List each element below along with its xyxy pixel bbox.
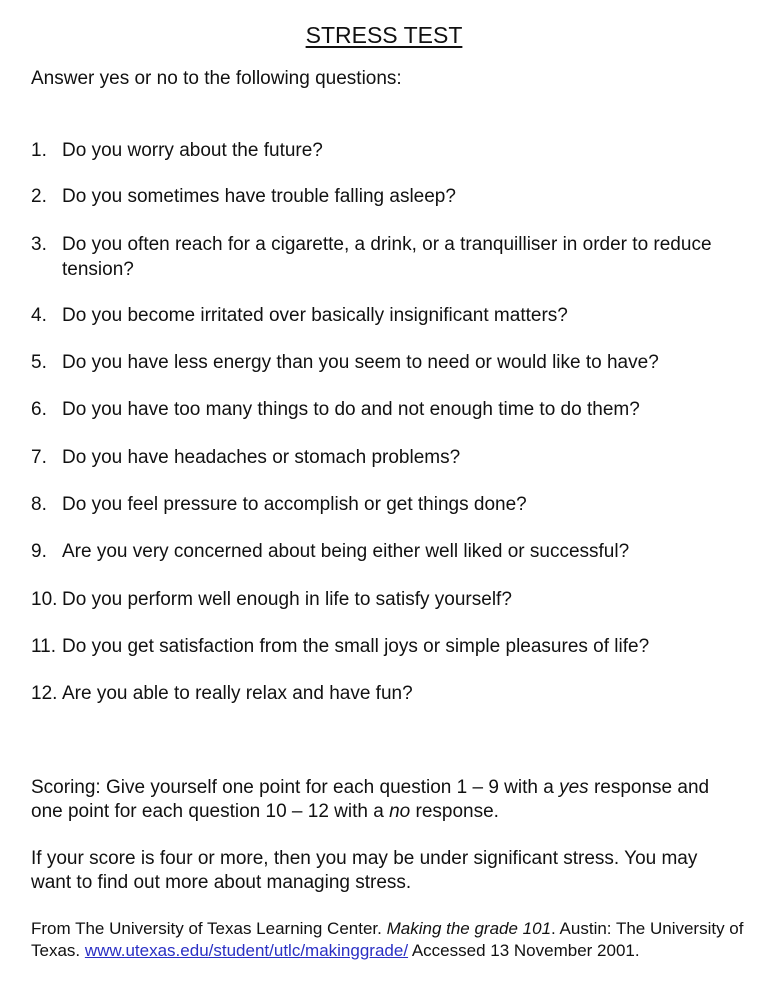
question-item xyxy=(31,138,731,163)
question-item xyxy=(31,350,731,375)
question-text: Do you become irritated over basically insignificant matters? xyxy=(62,305,568,326)
scoring-instructions xyxy=(31,776,741,824)
scoring-no-emphasis: no xyxy=(389,801,411,822)
page-title xyxy=(0,20,768,50)
source-link[interactable]: www.utexas.edu/student/utlc/makinggrade/ xyxy=(84,941,409,960)
question-number: 12. xyxy=(31,683,58,704)
citation-book-title: Making the grade 101 xyxy=(386,919,552,938)
question-number: 7. xyxy=(31,447,47,468)
question-item xyxy=(31,303,731,328)
question-text: Do you worry about the future? xyxy=(62,140,323,161)
scoring-yes-emphasis: yes xyxy=(559,777,589,798)
question-number: 9. xyxy=(31,541,47,562)
question-item xyxy=(31,492,731,517)
question-number: 3. xyxy=(31,234,47,255)
question-item xyxy=(31,539,731,564)
question-text: Do you sometimes have trouble falling asleep? xyxy=(62,186,456,207)
question-item xyxy=(31,232,731,282)
question-text: Do you perform well enough in life to satisfy yourself? xyxy=(62,589,512,610)
question-text: Are you able to really relax and have fun? xyxy=(62,683,413,704)
question-text: Do you feel pressure to accomplish or get things done? xyxy=(62,494,527,515)
question-number: 11. xyxy=(31,636,57,657)
question-text: Are you very concerned about being either well liked or successful? xyxy=(62,541,630,562)
score-interpretation: If your score is four or more, then you may be under significant stress. You may want to find out more about managing stress. xyxy=(31,848,698,893)
question-item xyxy=(31,681,731,706)
question-number: 1. xyxy=(31,140,47,161)
scoring-text: response and one point for each question 10 – 12 with a xyxy=(31,777,710,822)
question-number: 2. xyxy=(31,186,47,207)
title-text: STRESS TEST xyxy=(305,22,463,48)
question-number: 6. xyxy=(31,399,47,420)
question-text: Do you get satisfaction from the small joys or simple pleasures of life? xyxy=(62,636,650,657)
question-number: 5. xyxy=(31,352,47,373)
citation-text: . Austin: The University of Texas. xyxy=(31,919,744,960)
question-text: Do you have less energy than you seem to need or would like to have? xyxy=(62,352,659,373)
scoring-text: response. xyxy=(410,801,499,822)
question-text: Do you have too many things to do and not enough time to do them? xyxy=(62,399,640,420)
question-item xyxy=(31,397,731,422)
citation-text: From The University of Texas Learning Center. xyxy=(31,919,387,938)
question-number: 10. xyxy=(31,589,58,610)
question-item xyxy=(31,634,731,659)
citation-text: Accessed 13 November 2001. xyxy=(408,941,640,960)
source-citation xyxy=(31,918,751,962)
instructions: Answer yes or no to the following questions: xyxy=(31,68,402,89)
question-number: 8. xyxy=(31,494,47,515)
question-number: 4. xyxy=(31,305,47,326)
question-text: Do you often reach for a cigarette, a drink, or a tranquilliser in order to reduce tension? xyxy=(62,234,712,280)
question-text: Do you have headaches or stomach problems? xyxy=(62,447,461,468)
question-item xyxy=(31,184,731,209)
question-item xyxy=(31,445,731,470)
question-item xyxy=(31,587,731,612)
scoring-text: Scoring: Give yourself one point for each question 1 – 9 with a xyxy=(31,777,560,798)
